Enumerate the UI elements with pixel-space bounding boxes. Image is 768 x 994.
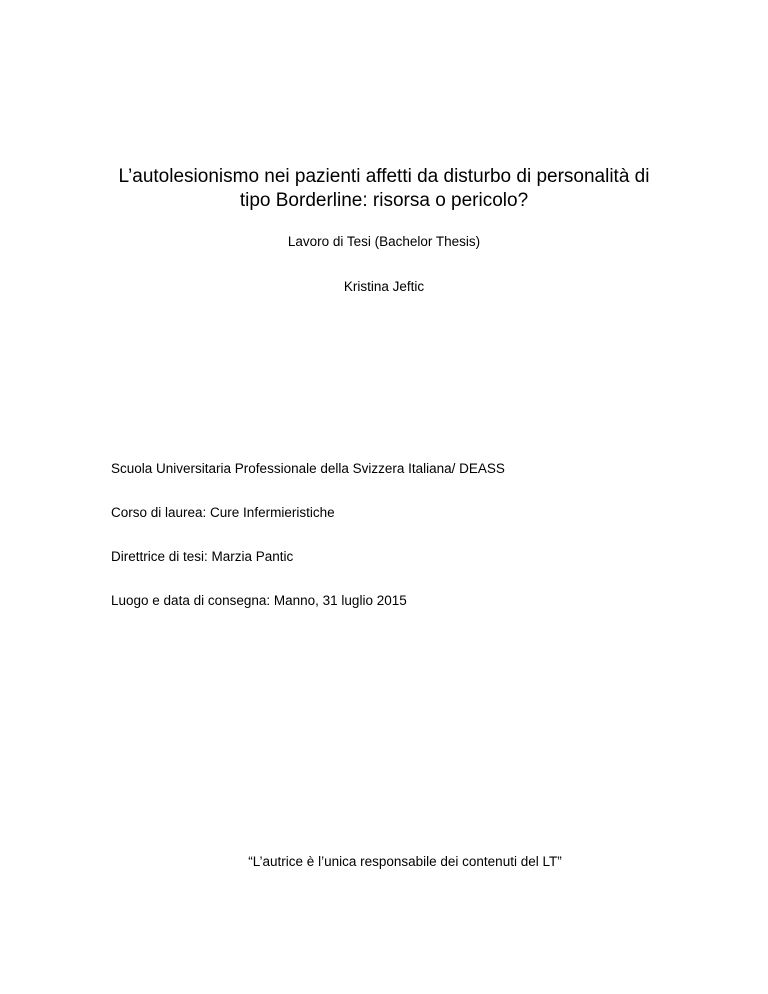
thesis-title-line-1: L’autolesionismo nei pazienti affetti da disturbo di personalità di — [118, 166, 650, 187]
place-date-line: Luogo e data di consegna: Manno, 31 luglio 2015 — [111, 593, 407, 608]
thesis-title-line-2: tipo Borderline: risorsa o pericolo? — [239, 190, 529, 211]
disclaimer: “L’autrice è l’unica responsabile dei contenuti del LT” — [248, 854, 562, 869]
school-line: Scuola Universitaria Professionale della Svizzera Italiana/ DEASS — [111, 461, 505, 476]
thesis-subtitle: Lavoro di Tesi (Bachelor Thesis) — [287, 234, 481, 249]
director-line: Direttrice di tesi: Marzia Pantic — [111, 549, 294, 564]
author-name: Kristina Jeftic — [343, 279, 425, 294]
thesis-title — [60, 165, 708, 213]
course-line: Corso di laurea: Cure Infermieristiche — [111, 505, 335, 520]
